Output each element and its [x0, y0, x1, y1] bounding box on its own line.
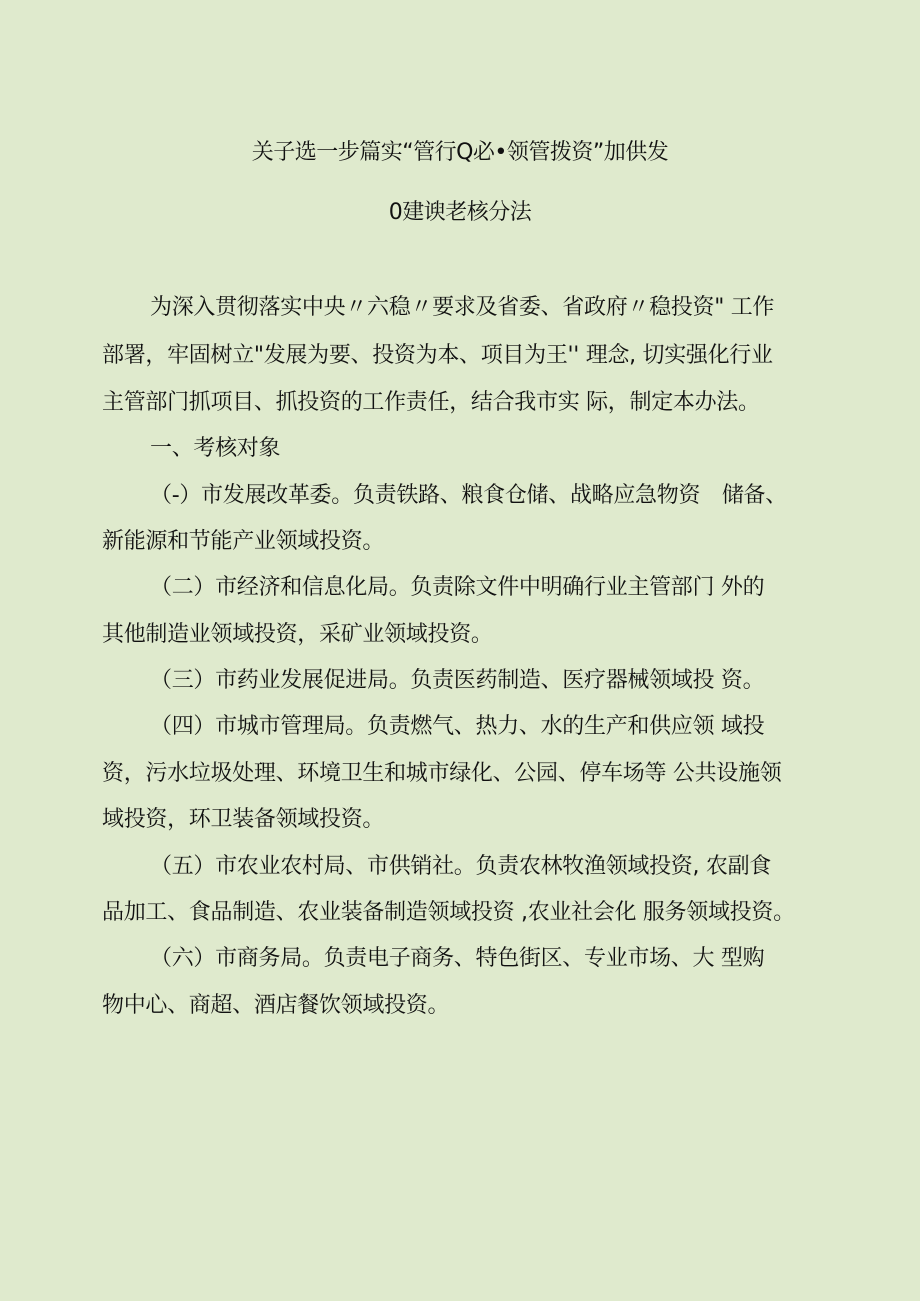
item-paragraph-line: 其他制造业领域投资，采矿业领域投资。	[102, 622, 493, 647]
item-paragraph-line: 域投资，环卫装备领域投资。	[102, 807, 385, 832]
item-paragraph-line: （三）市药业发展促进局。负责医药制造、医疗器械领域投 资。	[150, 668, 765, 693]
item-paragraph-line: （-）市发展改革委。负责铁路、粮食仓储、战略应急物资 储备、	[150, 483, 787, 508]
section-heading: 一、考核对象	[150, 436, 281, 461]
document-title-line-2: 0建谀老核分法	[388, 200, 532, 225]
item-paragraph-line: （五）市农业农村局、市供销社。负责农林牧渔领域投资, 农副食	[150, 854, 771, 879]
item-paragraph-line: （四）市城市管理局。负责燃气、热力、水的生产和供应领 域投	[150, 714, 765, 739]
item-paragraph-line: 新能源和节能产业领域投资。	[102, 529, 385, 554]
item-paragraph-line: 品加工、食品制造、农业装备制造领域投资 ,农业社会化 服务领域投资。	[102, 900, 795, 925]
item-paragraph-line: （二）市经济和信息化局。负责除文件中明确行业主管部门 外的	[150, 575, 765, 600]
intro-paragraph-line: 为深入贯彻落实中央〃六稳〃要求及省委、省政府〃稳投资" 工作	[150, 295, 775, 320]
document-title-line-1: 关子选一步篇实“管行Q必•领管拨资”加供发	[251, 140, 669, 165]
intro-paragraph-line: 部署，牢固树立"发展为要、投资为本、项目为王'' 理念, 切实强化行业	[102, 343, 773, 368]
item-paragraph-line: （六）市商务局。负责电子商务、特色街区、专业市场、大 型购	[150, 946, 765, 971]
item-paragraph-line: 物中心、商超、酒店餐饮领域投资。	[102, 993, 450, 1018]
item-paragraph-line: 资，污水垃圾处理、环境卫生和城市绿化、公园、停车场等 公共设施领	[102, 761, 782, 786]
intro-paragraph-line: 主管部门抓项目、抓投资的工作责任，结合我市实 际，制定本办法。	[102, 390, 760, 415]
